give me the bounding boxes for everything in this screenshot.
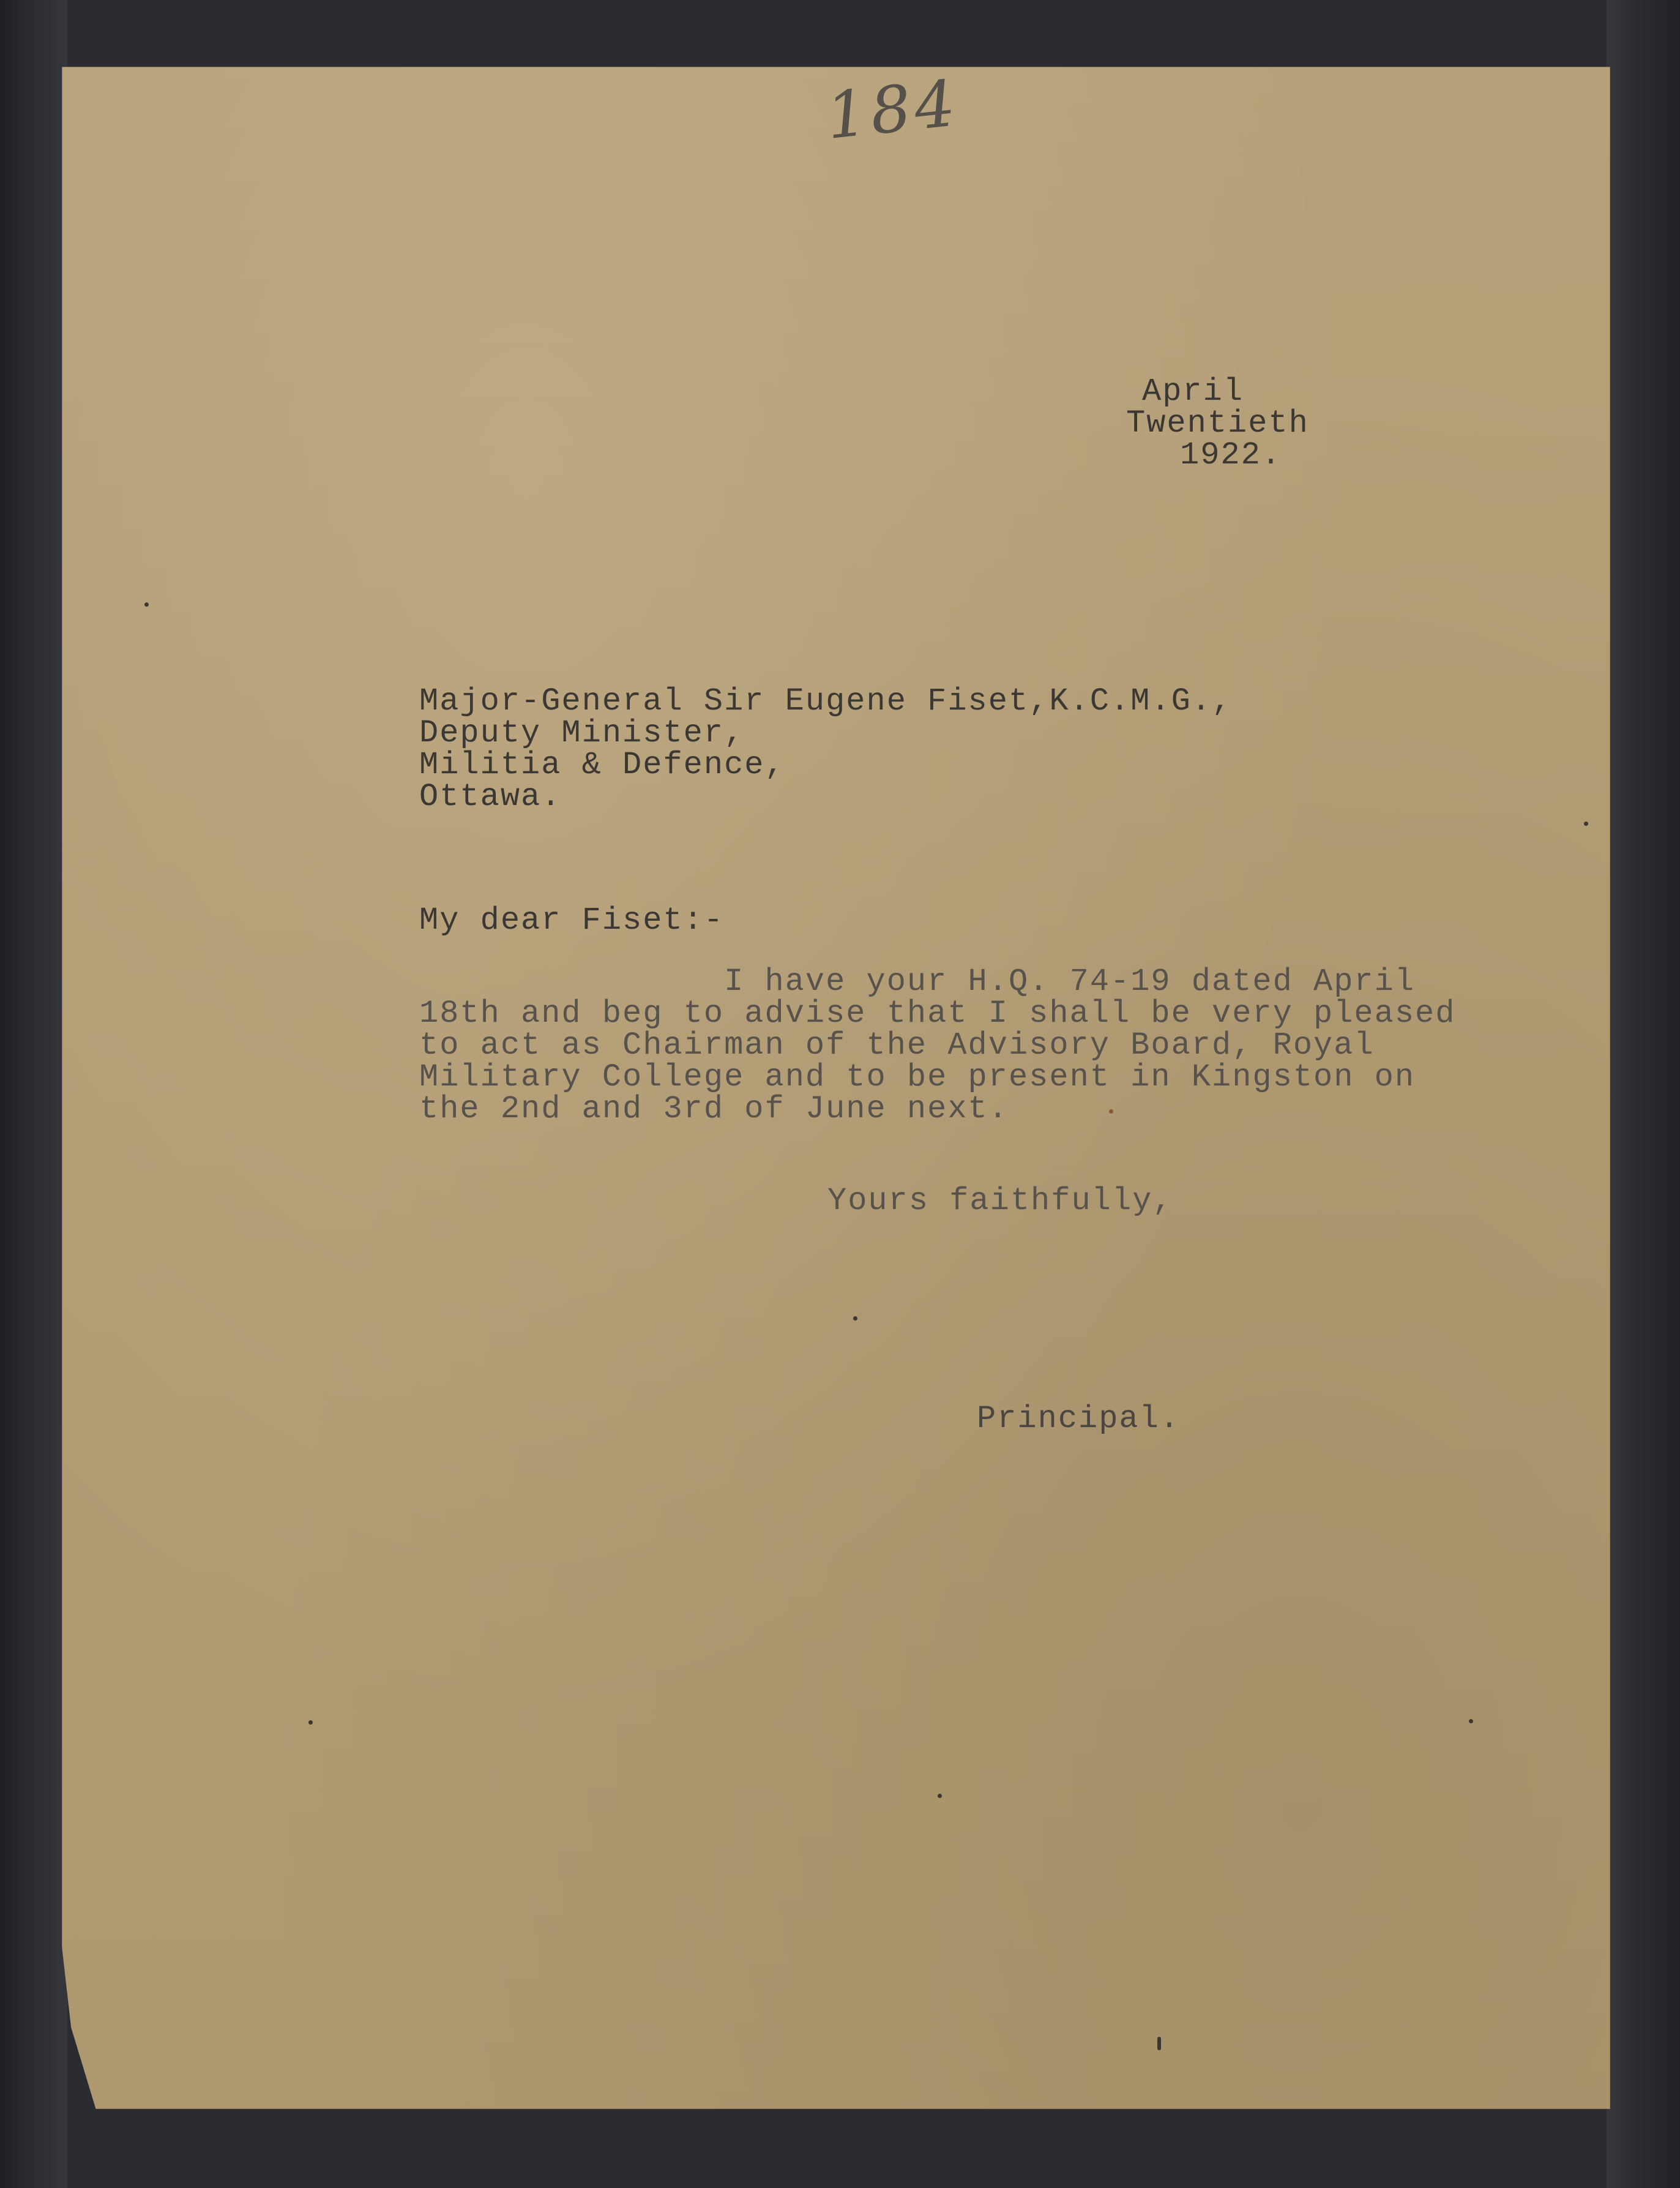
scan-backdrop-left bbox=[0, 0, 67, 2188]
body-line: Military College and to be present in Kingston on bbox=[419, 1059, 1416, 1095]
closing: Yours faithfully, bbox=[827, 1183, 1173, 1219]
paper-speck bbox=[1109, 1109, 1113, 1114]
paper-speck bbox=[144, 602, 149, 607]
paper-speck bbox=[308, 1720, 313, 1725]
scan-backdrop-right bbox=[1607, 0, 1680, 2188]
date-year: 1922. bbox=[1180, 437, 1282, 473]
salutation: My dear Fiset:- bbox=[419, 902, 725, 939]
paper-speck bbox=[1584, 822, 1588, 826]
recipient-line: Militia & Defence, bbox=[419, 747, 785, 783]
paper-speck bbox=[1157, 2037, 1161, 2050]
signature-title: Principal. bbox=[977, 1401, 1181, 1437]
date-month: April bbox=[1142, 373, 1244, 410]
handwritten-page-number: 184 bbox=[823, 66, 963, 154]
recipient-line: Deputy Minister, bbox=[419, 715, 745, 751]
letter-date bbox=[1126, 373, 1309, 473]
letter-body bbox=[419, 966, 1455, 1125]
recipient-line: Ottawa. bbox=[419, 779, 562, 815]
recipient-address bbox=[419, 683, 1233, 815]
paper-speck bbox=[1469, 1719, 1473, 1723]
body-line: I have your H.Q. 74-19 dated April bbox=[419, 964, 1416, 1000]
paper-speck bbox=[853, 1316, 857, 1321]
body-line: the 2nd and 3rd of June next. bbox=[419, 1091, 1009, 1127]
body-line: 18th and beg to advise that I shall be very pleased bbox=[419, 995, 1456, 1032]
recipient-line: Major-General Sir Eugene Fiset,K.C.M.G., bbox=[419, 683, 1233, 719]
date-day: Twentieth bbox=[1126, 405, 1309, 441]
body-line: to act as Chairman of the Advisory Board, Royal bbox=[419, 1027, 1375, 1063]
paper-speck bbox=[938, 1794, 942, 1798]
